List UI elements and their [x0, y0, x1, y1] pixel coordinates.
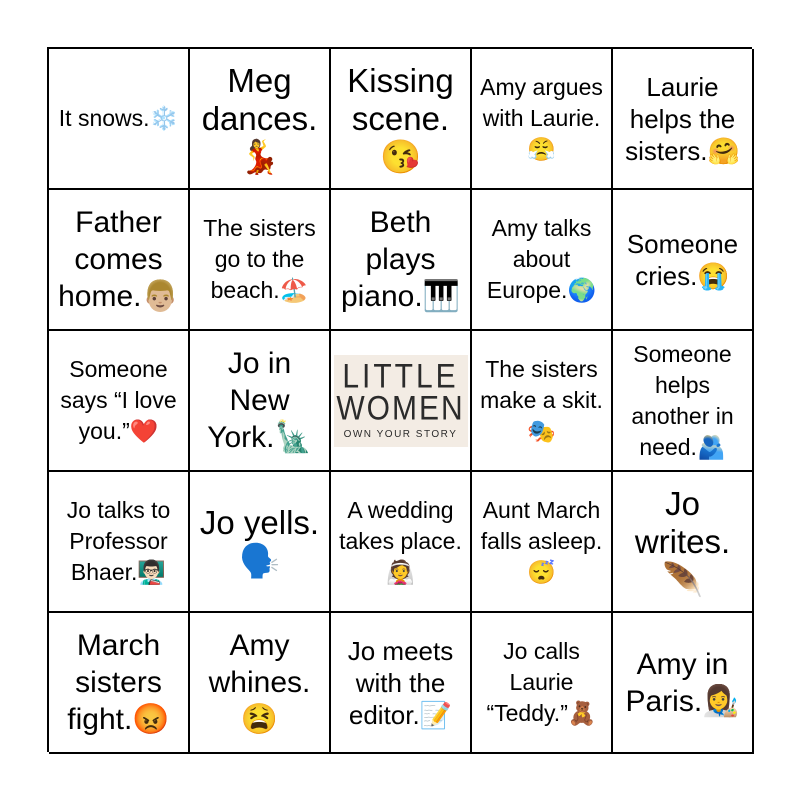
bingo-cell-1[interactable] [49, 49, 190, 190]
bingo-cell-12[interactable] [190, 331, 331, 472]
bingo-cell-10[interactable] [613, 190, 754, 331]
cell-text: A wedding takes place.👰 [339, 497, 462, 585]
bingo-cell-9[interactable] [472, 190, 613, 331]
bingo-cell-21[interactable] [49, 613, 190, 754]
bingo-cell-11[interactable] [49, 331, 190, 472]
cell-text: Aunt March falls asleep.😴 [480, 497, 603, 585]
cell-text: Jo in New York.🗽 [207, 347, 312, 454]
cell-text: Someone helps another in need.🫂 [631, 340, 734, 460]
bingo-cell-23[interactable] [331, 613, 472, 754]
bingo-cell-6[interactable] [49, 190, 190, 331]
cell-text: Jo meets with the editor.📝 [347, 635, 454, 730]
bingo-cell-25[interactable] [613, 613, 754, 754]
cell-text: Jo calls Laurie “Teddy.”🧸 [486, 638, 597, 726]
cell-text: Kissing scene.😘 [347, 61, 454, 175]
bingo-cell-20[interactable] [613, 472, 754, 613]
cell-text: The sisters go to the beach.🏖️ [203, 215, 316, 303]
bingo-cell-2[interactable] [190, 49, 331, 190]
bingo-cell-4[interactable] [472, 49, 613, 190]
little-women-logo [334, 355, 468, 447]
cell-text: Meg dances.💃 [201, 61, 318, 175]
bingo-cell-19[interactable] [472, 472, 613, 613]
bingo-cell-17[interactable] [190, 472, 331, 613]
cell-text: Jo talks to Professor Bhaer.👨🏻‍🏫 [66, 497, 171, 585]
cell-text: Amy whines.😫 [208, 629, 311, 736]
bingo-cell-18[interactable] [331, 472, 472, 613]
bingo-cell-16[interactable] [49, 472, 190, 613]
logo-line-2: WOMEN [336, 389, 465, 428]
cell-text: Jo yells.🗣️ [199, 503, 320, 579]
logo-line-1: LITTLE [342, 357, 459, 396]
cell-text: Laurie helps the sisters.🤗 [625, 71, 740, 166]
bingo-cell-24[interactable] [472, 613, 613, 754]
cell-text: Amy in Paris.👩‍🎨 [625, 647, 740, 718]
cell-text: It snows.❄️ [58, 105, 179, 131]
bingo-cell-8[interactable] [331, 190, 472, 331]
cell-text: Beth plays piano.🎹 [340, 206, 461, 313]
bingo-cell-22[interactable] [190, 613, 331, 754]
cell-text: Amy talks about Europe.🌍 [486, 215, 597, 303]
bingo-cell-15[interactable] [613, 331, 754, 472]
cell-text: Someone cries.😭 [626, 228, 739, 291]
cell-text: Amy argues with Laurie.😤 [480, 74, 603, 162]
cell-text: Jo writes.🪶 [634, 484, 731, 598]
cell-text: Someone says “I love you.”❤️ [60, 356, 177, 444]
bingo-cell-14[interactable] [472, 331, 613, 472]
bingo-cell-3[interactable] [331, 49, 472, 190]
bingo-cell-5[interactable] [613, 49, 754, 190]
logo-tagline: OWN YOUR STORY [343, 429, 458, 440]
bingo-cell-7[interactable] [190, 190, 331, 331]
cell-text: The sisters make a skit.🎭 [480, 356, 603, 444]
cell-text: Father comes home.👨🏼 [58, 206, 179, 313]
free-space-cell[interactable] [331, 331, 472, 472]
cell-text: March sisters fight.😡 [67, 629, 170, 736]
bingo-board [47, 47, 752, 752]
